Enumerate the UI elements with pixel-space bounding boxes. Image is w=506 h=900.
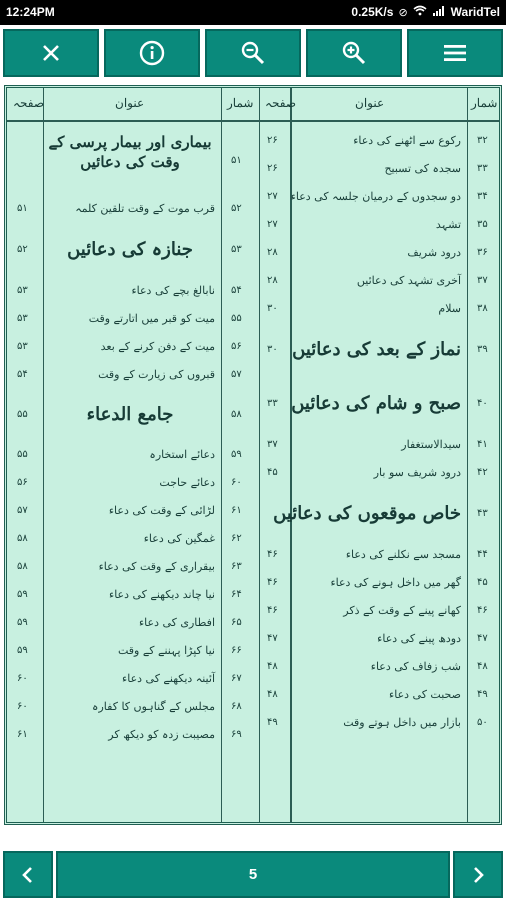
index-item-number: ۶۲	[231, 533, 242, 544]
section-heading[interactable]: جنازہ کی دعائیں	[67, 239, 193, 260]
index-item-page: ۵۹	[17, 645, 28, 656]
info-icon	[139, 40, 165, 66]
section-heading[interactable]: نماز کے بعد کی دعائیں	[292, 339, 461, 360]
index-item-page: ۵۵	[17, 449, 28, 460]
index-item-number: ۴۲	[477, 467, 488, 478]
index-item-page: ۲۷	[267, 219, 278, 230]
status-bar	[0, 0, 506, 25]
index-item-number: ۴۸	[477, 661, 488, 672]
index-item-page: ۳۳	[267, 398, 278, 409]
index-item-page: ۴۵	[267, 467, 278, 478]
index-item-page: ۵۸	[17, 533, 28, 544]
index-item-title[interactable]: رکوع سے اٹھنے کی دعاء	[353, 134, 461, 147]
index-item-title[interactable]: بیقراری کے وقت کی دعاء	[98, 560, 215, 573]
index-item-number: ۶۶	[231, 645, 242, 656]
index-item-title[interactable]: نیا کپڑا پہننے کے وقت	[117, 644, 215, 657]
index-item-title[interactable]: صحبت کی دعاء	[389, 688, 461, 701]
index-item-number: ۶۳	[231, 561, 242, 572]
menu-icon	[442, 42, 468, 64]
index-item-number: ۵۴	[231, 285, 242, 296]
divider	[43, 88, 44, 822]
header-title: عنوان	[355, 96, 385, 110]
index-item-page: ۲۷	[267, 191, 278, 202]
chevron-left-icon	[21, 866, 35, 884]
bottom-nav	[0, 849, 506, 900]
index-item-title[interactable]: مصیبت زدہ کو دیکھ کر	[108, 728, 215, 741]
index-item-page: ۲۸	[267, 247, 278, 258]
index-item-number: ۶۴	[231, 589, 242, 600]
index-item-title[interactable]: مسجد سے نکلنے کی دعاء	[345, 548, 461, 561]
index-item-number: ۵۱	[231, 155, 242, 166]
menu-button[interactable]	[407, 29, 503, 77]
header-page: صفحہ	[13, 96, 45, 110]
index-item-title[interactable]: سیدالاستغفار	[401, 438, 461, 451]
index-item-page: ۵۳	[17, 341, 28, 352]
index-item-title[interactable]: درود شریف سو بار	[373, 466, 461, 479]
index-item-page: ۶۱	[17, 729, 28, 740]
chevron-right-icon	[471, 866, 485, 884]
index-item-number: ۵۸	[231, 409, 242, 420]
index-item-number: ۵۰	[477, 717, 488, 728]
index-item-title[interactable]: دو سجدوں کے درمیان جلسہ کی دعاء	[290, 190, 461, 203]
index-item-title[interactable]: آئینہ دیکھنے کی دعاء	[122, 672, 215, 685]
header-number: شمار	[471, 96, 498, 110]
page-number: 5	[248, 866, 258, 883]
index-item-number: ۶۰	[231, 477, 242, 488]
index-item-title[interactable]: نابالغ بچے کی دعاء	[131, 284, 215, 297]
data-icon: ⊘	[398, 6, 408, 19]
index-item-title[interactable]: کھانے پینے کے وقت کے ذکر	[343, 604, 461, 617]
index-item-number: ۵۳	[231, 244, 242, 255]
divider	[467, 88, 468, 822]
index-item-number: ۳۷	[477, 275, 488, 286]
close-icon	[41, 43, 61, 63]
index-item-page: ۵۲	[17, 244, 28, 255]
previous-page-button[interactable]	[3, 851, 53, 898]
index-item-title[interactable]: لڑائی کے وقت کی دعاء	[108, 504, 215, 517]
index-item-page: ۲۶	[267, 163, 278, 174]
next-page-button[interactable]	[453, 851, 503, 898]
index-item-page: ۳۰	[267, 344, 278, 355]
zoom-in-icon	[341, 40, 367, 66]
index-header	[7, 88, 501, 122]
index-item-title[interactable]: سجدہ کی تسبیح	[384, 162, 461, 175]
divider	[259, 88, 260, 822]
index-item-page: ۵۹	[17, 617, 28, 628]
index-item-page: ۴۹	[267, 717, 278, 728]
page-number-indicator[interactable]	[56, 851, 450, 898]
index-item-title[interactable]: نیا چاند دیکھنے کی دعاء	[109, 588, 215, 601]
index-item-number: ۴۰	[477, 398, 488, 409]
index-item-page: ۴۸	[267, 689, 278, 700]
section-heading[interactable]: خاص موقعوں کی دعائیں	[273, 503, 461, 524]
close-button[interactable]	[3, 29, 99, 77]
index-item-page: ۴۶	[267, 549, 278, 560]
index-item-number: ۴۹	[477, 689, 488, 700]
index-item-title[interactable]: سلام	[438, 302, 461, 315]
index-item-number: ۵۵	[231, 313, 242, 324]
index-item-number: ۳۶	[477, 247, 488, 258]
index-item-number: ۳۵	[477, 219, 488, 230]
index-item-number: ۳۴	[477, 191, 488, 202]
section-heading[interactable]: جامع الدعاء	[86, 404, 174, 425]
index-item-page: ۵۷	[17, 505, 28, 516]
header-title: عنوان	[115, 96, 145, 110]
index-item-title[interactable]: میت کے دفن کرنے کے بعد	[100, 340, 215, 353]
index-item-page: ۴۸	[267, 661, 278, 672]
index-item-page: ۵۳	[17, 285, 28, 296]
index-item-title[interactable]: قبروں کی زیارت کے وقت	[98, 368, 215, 381]
index-item-number: ۵۹	[231, 449, 242, 460]
index-item-number: ۶۱	[231, 505, 242, 516]
book-page	[4, 85, 502, 825]
index-item-number: ۳۸	[477, 303, 488, 314]
index-item-page: ۶۰	[17, 701, 28, 712]
info-button[interactable]	[104, 29, 200, 77]
index-item-page: ۴۷	[267, 633, 278, 644]
index-item-number: ۵۷	[231, 369, 242, 380]
index-item-title[interactable]: میت کو قبر میں اتارتے وقت	[88, 312, 215, 325]
index-item-title[interactable]: شب زفاف کی دعاء	[370, 660, 461, 673]
index-item-number: ۶۸	[231, 701, 242, 712]
index-item-page: ۵۱	[17, 203, 28, 214]
index-item-title[interactable]: بازار میں داخل ہوتے وقت	[343, 716, 461, 729]
divider	[221, 88, 222, 822]
index-item-page: ۵۹	[17, 589, 28, 600]
wifi-icon	[413, 5, 427, 19]
header-page: صفحہ	[265, 96, 297, 110]
index-item-page: ۵۸	[17, 561, 28, 572]
index-item-number: ۳۲	[477, 135, 488, 146]
index-item-page: ۵۴	[17, 369, 28, 380]
index-item-page: ۳۷	[267, 439, 278, 450]
index-item-number: ۴۷	[477, 633, 488, 644]
index-item-page: ۲۶	[267, 135, 278, 146]
index-item-title[interactable]: آخری تشہد کی دعائیں	[356, 274, 461, 287]
zoom-out-icon	[240, 40, 266, 66]
index-item-number: ۴۳	[477, 508, 488, 519]
zoom-in-button[interactable]	[306, 29, 402, 77]
index-item-number: ۵۶	[231, 341, 242, 352]
index-item-page: ۲۸	[267, 275, 278, 286]
index-item-title[interactable]: گھر میں داخل ہونے کی دعاء	[330, 576, 461, 589]
index-item-number: ۴۵	[477, 577, 488, 588]
index-item-title[interactable]: دودھ پینے کی دعاء	[377, 632, 461, 645]
index-item-title[interactable]: قرب موت کے وقت تلقین کلمہ	[75, 202, 215, 215]
status-time: 12:24PM	[6, 5, 55, 19]
index-item-title[interactable]: مجلس کے گناہوں کا کفارہ	[92, 700, 215, 713]
header-number: شمار	[227, 96, 254, 110]
index-item-title[interactable]: درود شریف	[407, 246, 461, 259]
index-item-title[interactable]: تشہد	[435, 218, 461, 231]
index-item-number: ۶۹	[231, 729, 242, 740]
index-item-page: ۵۶	[17, 477, 28, 488]
index-item-page: ۴۶	[267, 605, 278, 616]
index-item-title[interactable]: دعائے حاجت	[159, 476, 215, 489]
section-heading[interactable]: بیماری اور بیمار پرسی کے وقت کی دعائیں	[48, 133, 212, 171]
index-item-title[interactable]: دعائے استخارہ	[149, 448, 215, 461]
index-item-number: ۶۷	[231, 673, 242, 684]
zoom-out-button[interactable]	[205, 29, 301, 77]
index-item-page: ۵۵	[17, 409, 28, 420]
index-item-number: ۳۹	[477, 344, 488, 355]
index-item-number: ۵۲	[231, 203, 242, 214]
section-heading[interactable]: صبح و شام کی دعائیں	[291, 393, 461, 414]
index-item-page: ۳۰	[267, 303, 278, 314]
index-item-page: ۵۳	[17, 313, 28, 324]
network-speed: 0.25K/s	[351, 5, 394, 19]
index-item-page: ۴۶	[267, 577, 278, 588]
carrier-name: WaridTel	[450, 5, 500, 19]
toolbar	[0, 25, 506, 81]
index-item-page: ۶۰	[17, 673, 28, 684]
signal-icon	[432, 5, 446, 19]
index-item-number: ۴۴	[477, 549, 488, 560]
index-item-number: ۳۳	[477, 163, 488, 174]
index-item-number: ۴۱	[477, 439, 488, 450]
index-item-number: ۴۶	[477, 605, 488, 616]
index-item-title[interactable]: افطاری کی دعاء	[139, 616, 215, 629]
index-item-title[interactable]: غمگین کی دعاء	[143, 532, 215, 545]
index-item-number: ۶۵	[231, 617, 242, 628]
